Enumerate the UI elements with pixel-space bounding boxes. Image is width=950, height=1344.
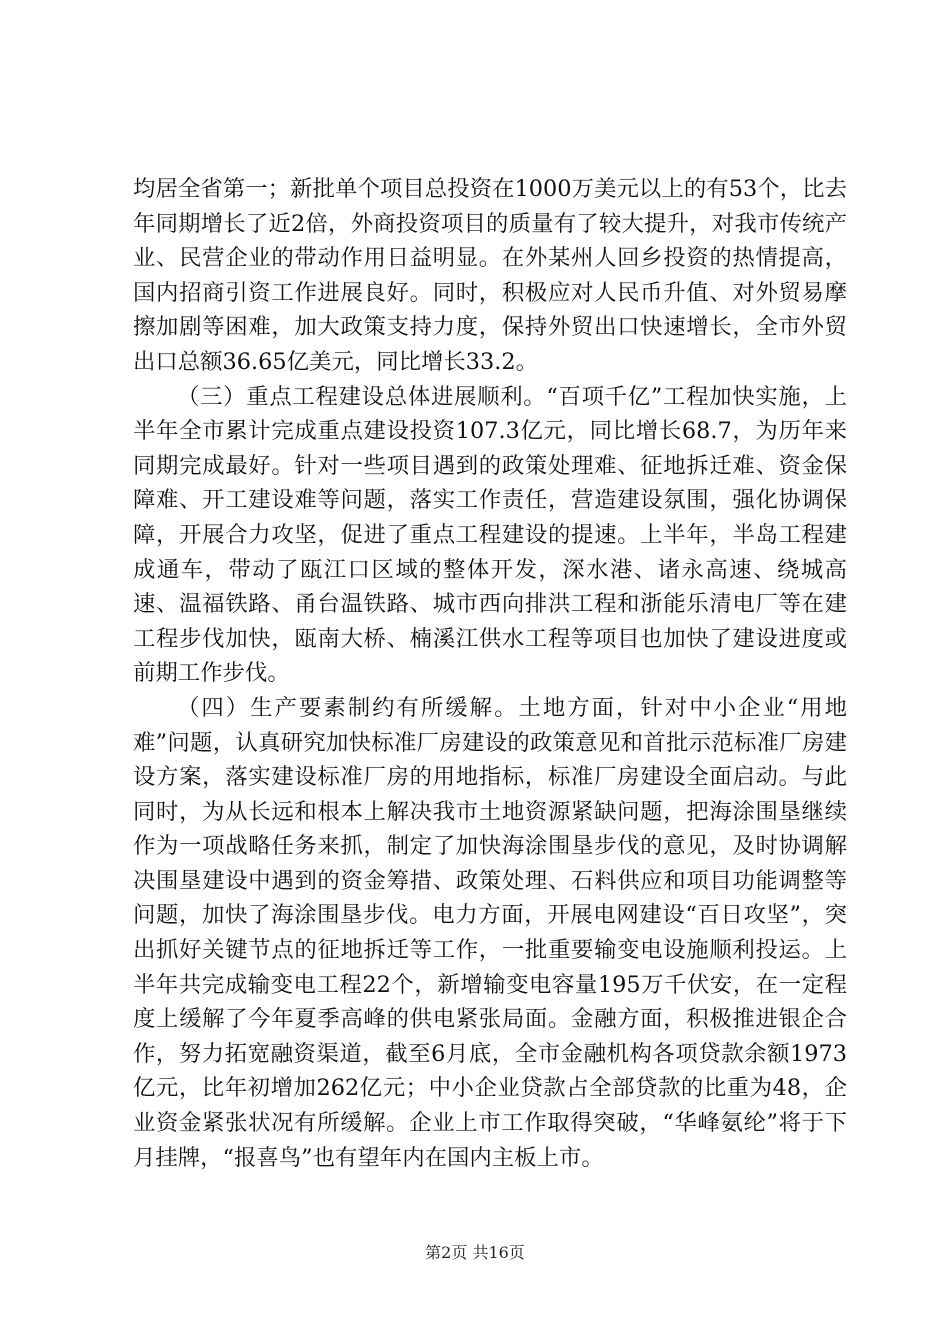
paragraph-continuation: 均居全省第一；新批单个项目总投资在1000万美元以上的有53个，比去年同期增长了近2倍，外商投资项目的质量有了较大提升，对我市传统产业、民营企业的带动作用日益明显。在外某州人回乡投资的热情提高，国内招商引资工作进展良好。同时，积极应对人民币升值、对外贸易摩擦加剧等困难，加大政策支持力度，保持外贸出口快速增长，全市外贸出口总额36.65亿美元，同比增长33.2。 <box>133 176 847 375</box>
paragraph-section-three: （三）重点工程建设总体进展顺利。“百项千亿”工程加快实施，上半年全市累计完成重点建设投资107.3亿元，同比增长68.7，为历年来同期完成最好。针对一些项目遇到的政策处理难、征地拆迁难、资金保障难、开工建设难等问题，落实工作责任，营造建设氛围，强化协调保障，开展合力攻坚，促进了重点工程建设的提速。上半年，半岛工程建成通车，带动了瓯江口区域的整体开发，深水港、诸永高速、绕城高速、温福铁路、甬台温铁路、城市西向排洪工程和浙能乐清电厂等在建工程步伐加快，瓯南大桥、楠溪江供水工程等项目也加快了建设进度或前期工作步伐。 <box>133 383 847 687</box>
page-footer: 第2页 共16页 <box>425 1243 525 1262</box>
paragraph-section-four: （四）生产要素制约有所缓解。土地方面，针对中小企业“用地难”问题，认真研究加快标准厂房建设的政策意见和首批示范标准厂房建设方案，落实建设标准厂房的用地指标，标准厂房建设全面启动。与此同时，为从长远和根本上解决我市土地资源紧缺问题，把海涂围垦继续作为一项战略任务来抓，制定了加快海涂围垦步伐的意见，及时协调解决围垦建设中遇到的资金筹措、政策处理、石料供应和项目功能调整等问题，加快了海涂围垦步伐。电力方面，开展电网建设“百日攻坚”，突出抓好关键节点的征地拆迁等工作，一批重要输变电设施顺利投运。上半年共完成输变电工程22个，新增输变电容量195万千伏安，在一定程度上缓解了今年夏季高峰的供电紧张局面。金融方面，积极推进银企合作，努力拓宽融资渠道，截至6月底，全市金融机构各项贷款余额1973亿元，比年初增加262亿元；中小企业贷款占全部贷款的比重为48，企业资金紧张状况有所缓解。企业上市工作取得突破，“华峰氨纶”将于下月挂牌，“报喜鸟”也有望年内在国内主板上市。 <box>133 694 847 1171</box>
document-body <box>133 172 847 1175</box>
